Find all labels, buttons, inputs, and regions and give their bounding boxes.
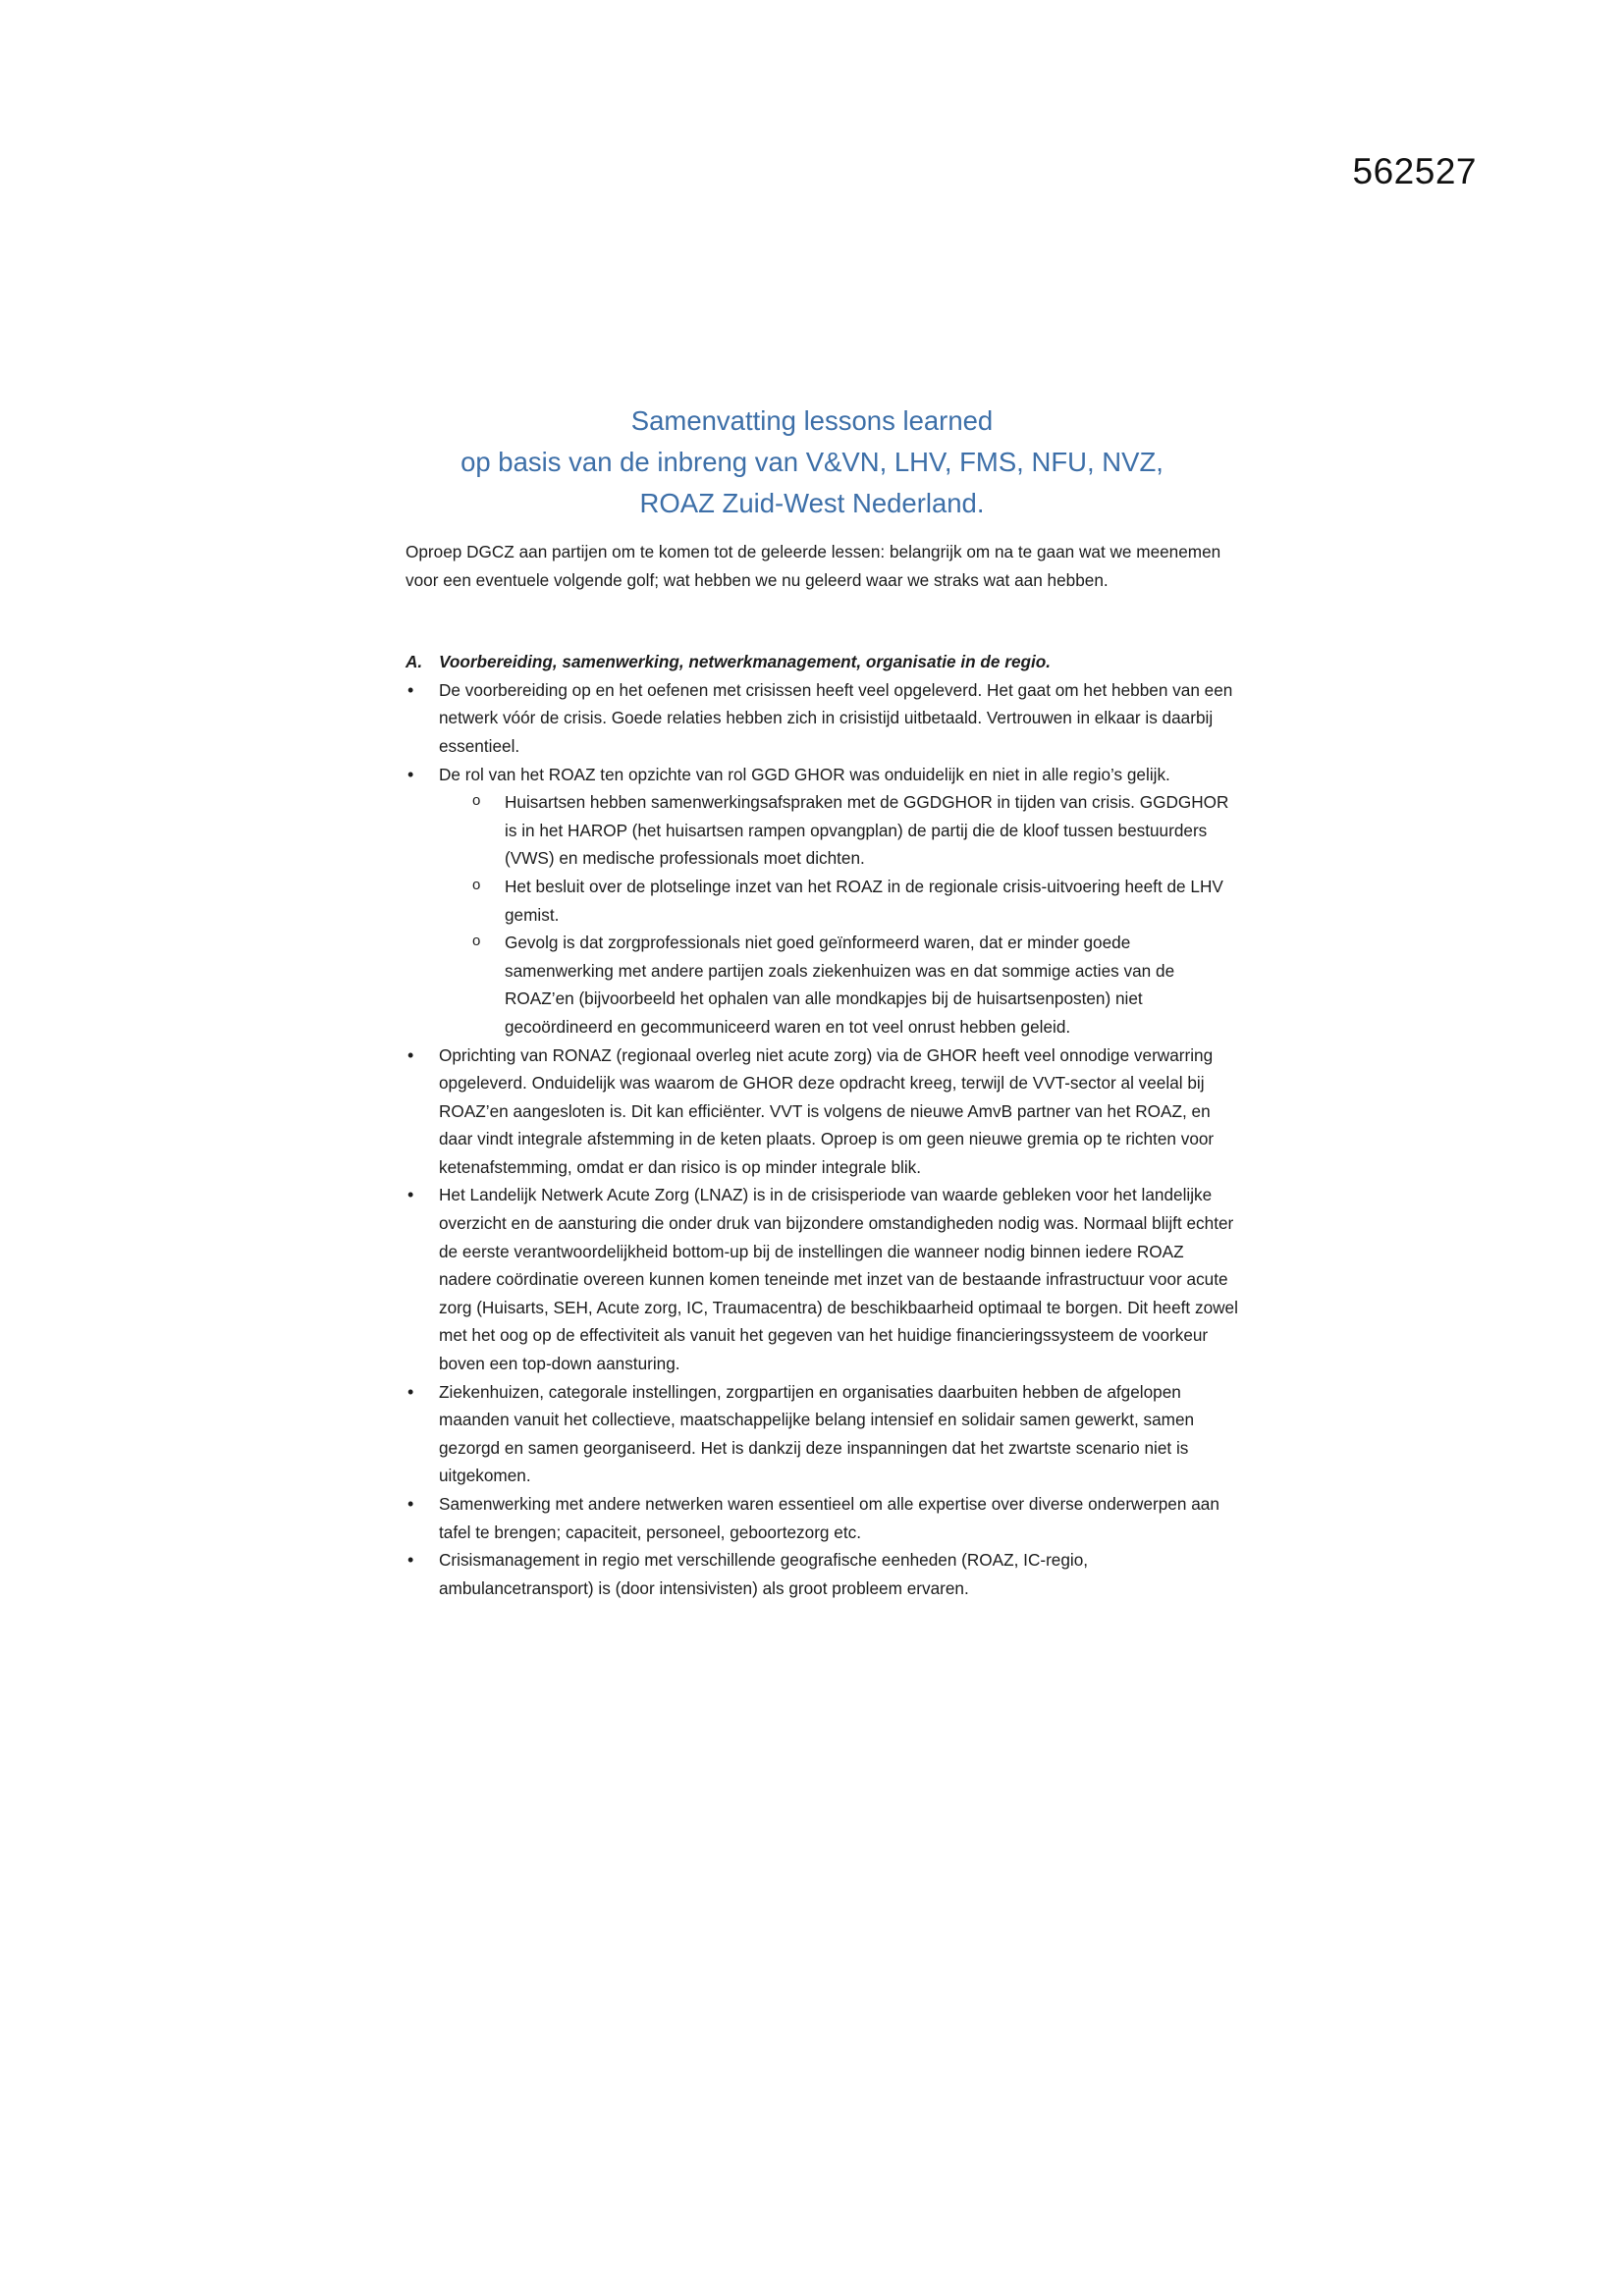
sub-bullet-list [439, 788, 1240, 1041]
sub-list-item: o Gevolg is dat zorgprofessionals niet goed geïnformeerd waren, dat er minder goede samenwerking met andere partijen zoals ziekenhuizen was en dat sommige acties van de ROAZ’en (bijvoorbeeld het ophalen van alle mondkapjes bij de huisartsenposten) niet gecoördineerd en gecommuniceerd waren en tot veel onrust hebben geleid. [439, 929, 1240, 1041]
section-letter: A. [406, 652, 423, 672]
document-title [324, 400, 1300, 524]
document-body [406, 538, 1240, 1602]
bullet-list [406, 676, 1240, 1603]
title-line-2: op basis van de inbreng van V&VN, LHV, FMS, NFU, NVZ, [460, 447, 1164, 477]
title-line-3: ROAZ Zuid-West Nederland. [639, 488, 985, 518]
sub-list-item: o Huisartsen hebben samenwerkingsafspraken met de GGDGHOR in tijden van crisis. GGDGHOR is in het HAROP (het huisartsen rampen opvangplan) de partij die de kloof tussen bestuurders (VWS) en medische professionals moet dichten. [439, 788, 1240, 873]
sub-list-item: o Het besluit over de plotselinge inzet van het ROAZ in de regionale crisis-uitvoering heeft de LHV gemist. [439, 873, 1240, 929]
list-item: • Oprichting van RONAZ (regionaal overleg niet acute zorg) via de GHOR heeft veel onnodige verwarring opgeleverd. Onduidelijk was waarom de GHOR deze opdracht kreeg, terwijl de VVT-sector al veelal bij ROAZ’en aangesloten is. Dit kan efficiënter. VVT is volgens de nieuwe AmvB partner van het ROAZ, en daar vindt integrale afstemming in de keten plaats. Oproep is om geen nieuwe gremia op te richten voor ketenafstemming, omdat er dan risico is op minder integrale blik. [406, 1041, 1240, 1182]
list-item: • De voorbereiding op en het oefenen met crisissen heeft veel opgeleverd. Het gaat om het hebben van een netwerk vóór de crisis. Goede relaties hebben zich in crisistijd uitbetaald. Vertrouwen in elkaar is daarbij essentieel. [406, 676, 1240, 761]
intro-paragraph: Oproep DGCZ aan partijen om te komen tot de geleerde lessen: belangrijk om na te gaan wat we meenemen voor een eventuele volgende golf; wat hebben we nu geleerd waar we straks wat aan hebben. [406, 542, 1221, 590]
list-item: • Ziekenhuizen, categorale instellingen, zorgpartijen en organisaties daarbuiten hebben de afgelopen maanden vanuit het collectieve, maatschappelijke belang intensief en solidair samen gewerkt, samen gezorgd en samen georganiseerd. Het is dankzij deze inspanningen dat het zwartste scenario niet is uitgekomen. [406, 1378, 1240, 1490]
section-heading-text: Voorbereiding, samenwerking, netwerkmanagement, organisatie in de regio. [439, 652, 1052, 672]
document-number: 562527 [1352, 151, 1477, 191]
list-item-text: De rol van het ROAZ ten opzichte van rol GGD GHOR was onduidelijk en niet in alle regio’s gelijk. [439, 764, 1170, 784]
list-item [406, 761, 1240, 1041]
title-line-1: Samenvatting lessons learned [630, 405, 994, 436]
list-item: • Het Landelijk Netwerk Acute Zorg (LNAZ) is in de crisisperiode van waarde gebleken voor het landelijke overzicht en de aansturing die onder druk van bijzondere omstandigheden nodig was. Normaal blijft echter de eerste verantwoordelijkheid bottom-up bij de instellingen die wanneer nodig binnen iedere ROAZ nadere coördinatie overeen kunnen komen teneinde met inzet van de bestaande infrastructuur voor acute zorg (Huisarts, SEH, Acute zorg, IC, Traumacentra) de beschikbaarheid optimaal te borgen. Dit heeft zowel met het oog op de effectiviteit als vanuit het gegeven van het huidige financieringssysteem de voorkeur boven een top-down aansturing. [406, 1181, 1240, 1377]
list-item: • Crisismanagement in regio met verschillende geografische eenheden (ROAZ, IC-regio, ambulancetransport) is (door intensivisten) als groot probleem ervaren. [406, 1546, 1240, 1602]
list-item: • Samenwerking met andere netwerken waren essentieel om alle expertise over diverse onderwerpen aan tafel te brengen; capaciteit, personeel, geboortezorg etc. [406, 1490, 1240, 1546]
section-heading-a [406, 648, 1240, 676]
